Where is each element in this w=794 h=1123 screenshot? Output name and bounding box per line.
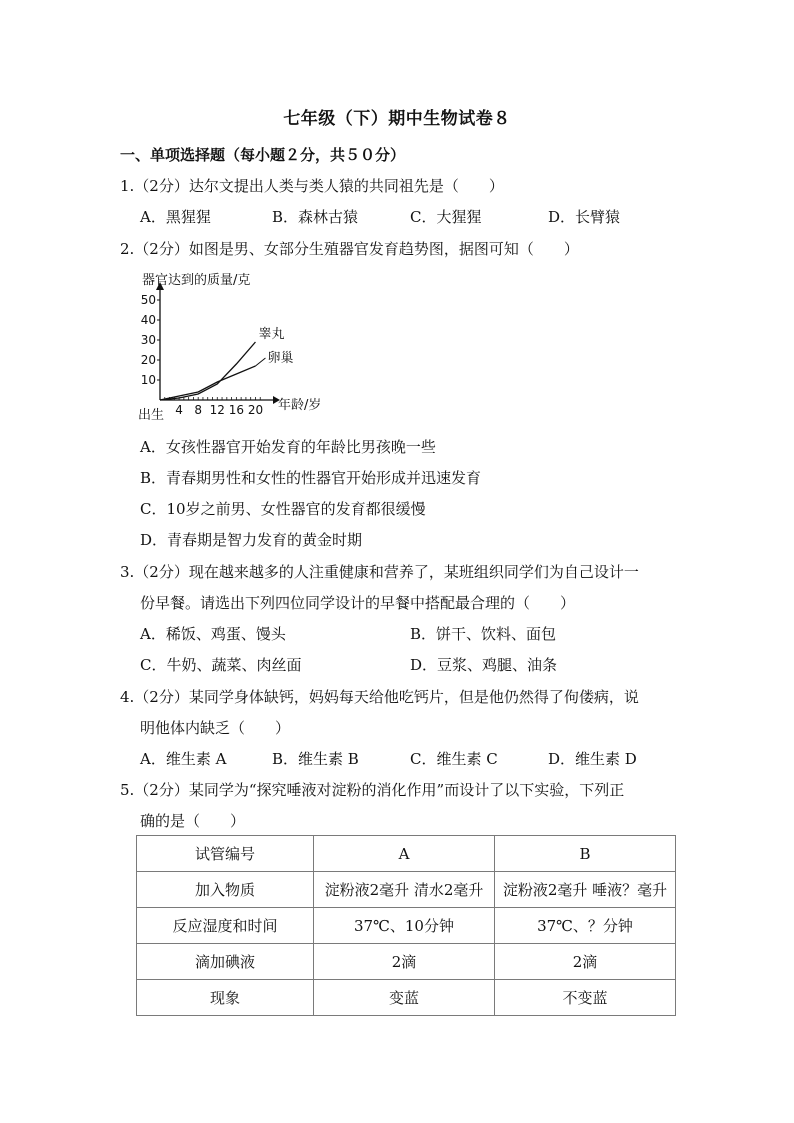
question-3-stem-line-2: 份早餐。请选出下列四位同学设计的早餐中搭配最合理的（ ） (140, 594, 576, 612)
y-tick-label: 10 (140, 373, 156, 387)
question-3-option-a: A．稀饭、鸡蛋、馒头 (140, 625, 286, 643)
y-tick-label: 30 (140, 333, 156, 347)
question-4-stem-line-2: 明他体内缺乏（ ） (140, 719, 291, 737)
question-4-option-d: D．维生素 D (548, 750, 637, 768)
y-tick-label: 40 (140, 313, 156, 327)
table-row (137, 980, 676, 1016)
table-cell: A (314, 836, 495, 872)
question-1-stem: 1.（2分）达尔文提出人类与类人猿的共同祖先是（ ） (120, 177, 504, 195)
x-tick-label: 20 (247, 403, 264, 417)
series-line-1 (160, 342, 255, 400)
table-cell: 反应湿度和时间 (137, 908, 314, 944)
table-cell: 淀粉液2毫升 唾液？毫升 (495, 872, 676, 908)
series-label: 卵巢 (267, 351, 294, 366)
question-2-option-c: C．10岁之前男、女性器官的发育都很缓慢 (140, 500, 426, 518)
table-row (137, 908, 676, 944)
question-1-option-c: C．大猩猩 (410, 208, 482, 226)
table-cell: 加入物质 (137, 872, 314, 908)
organ-growth-chart (140, 268, 440, 428)
table-cell: 2滴 (495, 944, 676, 980)
question-1-option-b: B．森林古猿 (272, 208, 359, 226)
question-4-option-c: C．维生素 C (410, 750, 498, 768)
table-cell: 37℃、？分钟 (495, 908, 676, 944)
question-4-stem-line-1: 4.（2分）某同学身体缺钙，妈妈每天给他吃钙片，但是他仍然得了佝偻病，说 (120, 688, 639, 706)
question-5-stem-line-2: 确的是（ ） (140, 812, 246, 830)
table-row (137, 836, 676, 872)
x-tick-label: 8 (194, 403, 203, 417)
series-label: 睾丸 (258, 327, 285, 342)
table-cell: 试管编号 (137, 836, 314, 872)
question-3-option-b: B．饼干、饮料、面包 (410, 625, 557, 643)
section-heading: 一、单项选择题（每小题２分，共５０分） (120, 146, 406, 164)
question-2-option-d: D．青春期是智力发育的黄金时期 (140, 531, 363, 549)
origin-label: 出生 (138, 408, 165, 423)
y-tick-label: 50 (140, 293, 156, 307)
question-2-option-a: A．女孩性器官开始发育的年龄比男孩晚一些 (140, 438, 436, 456)
question-3-option-d: D．豆浆、鸡腿、油条 (410, 656, 558, 674)
series-label-leader (255, 358, 265, 366)
question-2-option-b: B．青春期男性和女性的性器官开始形成并迅速发育 (140, 469, 482, 487)
question-1-option-d: D．长臂猿 (548, 208, 621, 226)
table-cell: 变蓝 (314, 980, 495, 1016)
question-3-stem-line-1: 3.（2分）现在越来越多的人注重健康和营养了，某班组织同学们为自己设计一 (120, 563, 639, 581)
x-tick-label: 12 (209, 403, 225, 417)
experiment-table (136, 835, 676, 1016)
question-4-option-b: B．维生素 B (272, 750, 359, 768)
table-cell: B (495, 836, 676, 872)
series-line-2 (160, 366, 255, 400)
question-3-option-c: C．牛奶、蔬菜、肉丝面 (140, 656, 302, 674)
page-title: 七年级（下）期中生物试卷８ (283, 109, 511, 129)
x-tick-label: 4 (175, 403, 183, 417)
x-axis-label: 年龄/岁 (278, 398, 322, 413)
question-1-option-a: A．黑猩猩 (140, 208, 211, 226)
y-tick-label: 20 (140, 353, 156, 367)
table-cell: 现象 (137, 980, 314, 1016)
table-cell: 滴加碘液 (137, 944, 314, 980)
question-2-stem: 2.（2分）如图是男、女部分生殖器官发育趋势图，据图可知（ ） (120, 240, 579, 258)
question-5-stem-line-1: 5.（2分）某同学为“探究唾液对淀粉的消化作用”而设计了以下实验，下列正 (120, 781, 625, 799)
y-axis-label: 器官达到的质量/克 (142, 273, 251, 288)
table-cell: 淀粉液2毫升 清水2毫升 (314, 872, 495, 908)
table-row (137, 944, 676, 980)
table-cell: 37℃、10分钟 (314, 908, 495, 944)
table-cell: 2滴 (314, 944, 495, 980)
x-tick-label: 16 (228, 403, 245, 417)
chart-svg (140, 268, 440, 428)
table-row (137, 872, 676, 908)
table-cell: 不变蓝 (495, 980, 676, 1016)
question-4-option-a: A．维生素 A (140, 750, 227, 768)
